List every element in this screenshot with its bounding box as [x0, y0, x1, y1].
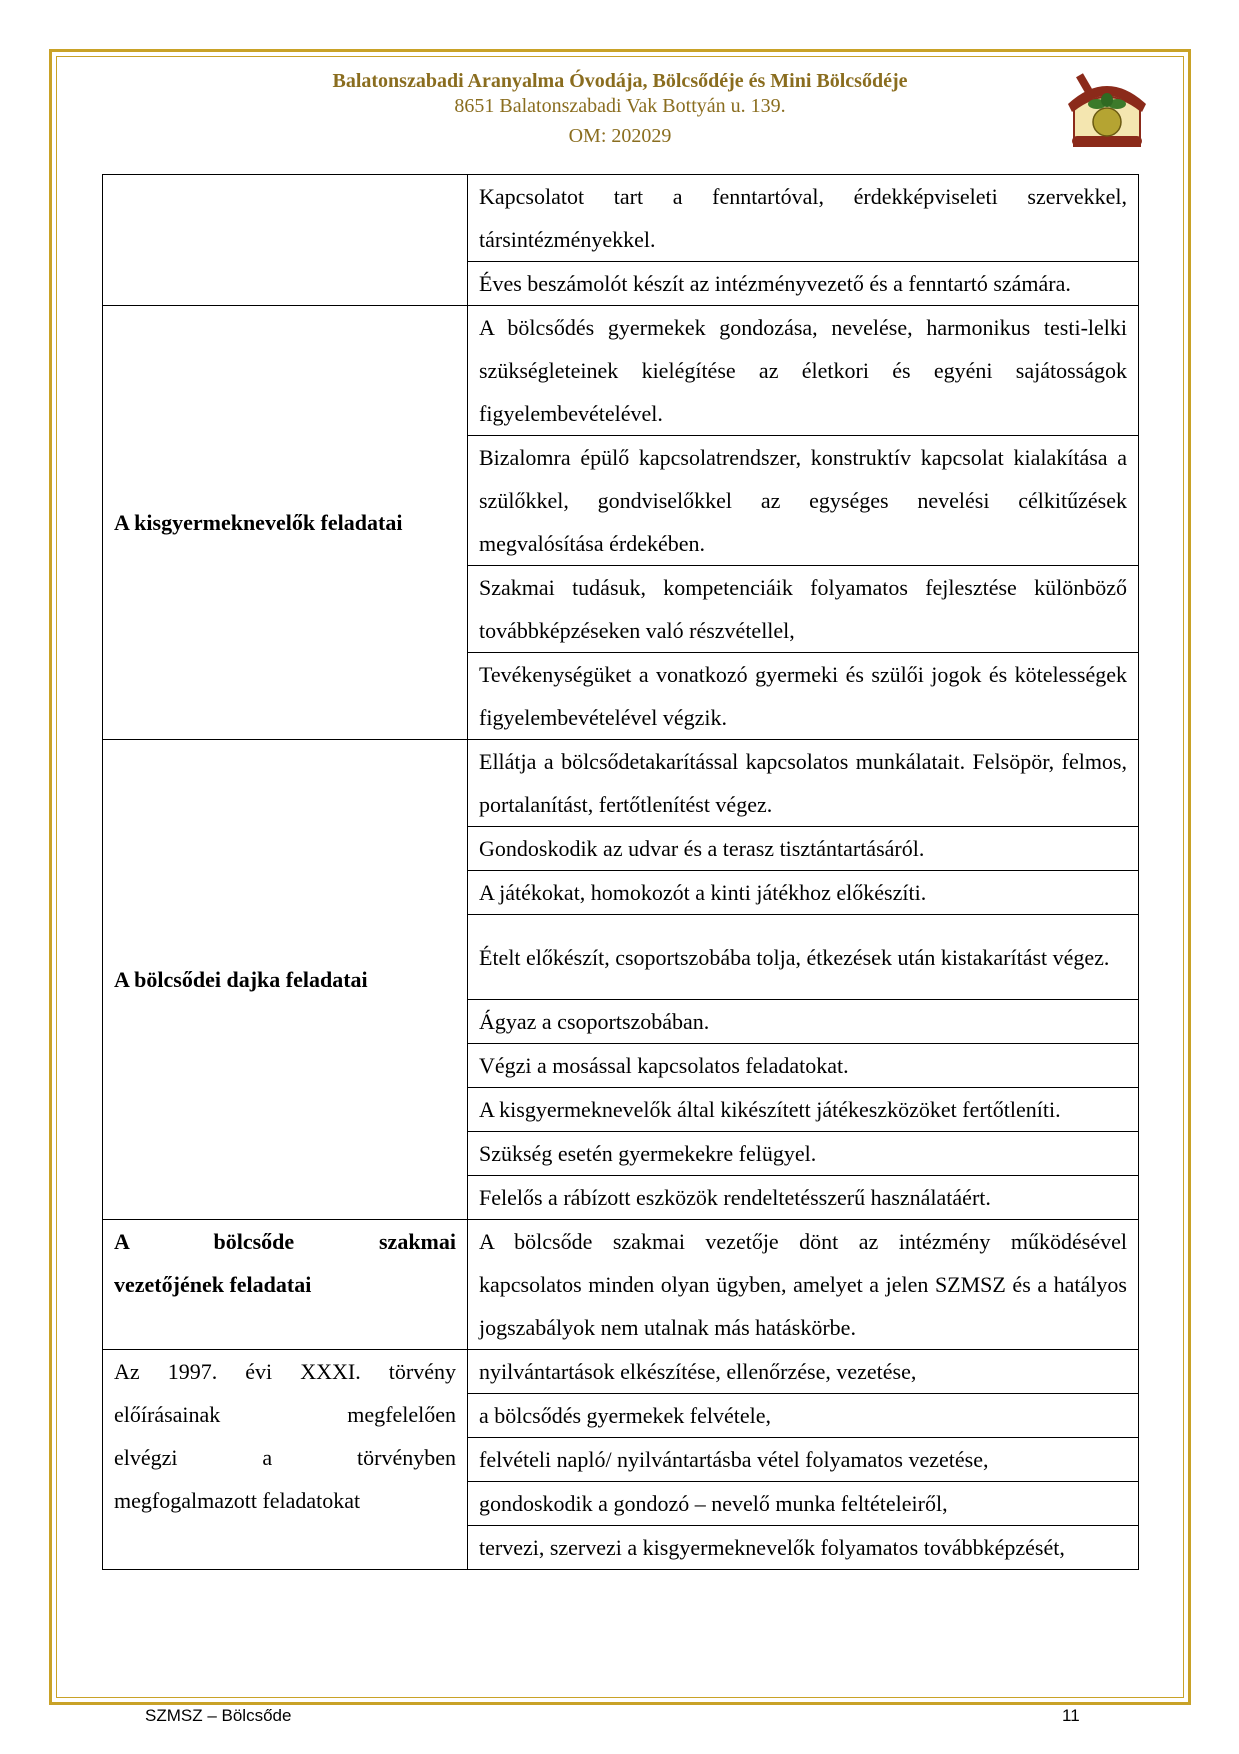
duty-cell: A bölcsődés gyermekek gondozása, nevelése, harmonikus testi-lelki szükségleteinek kielégítése az életkori és egyéni sajátosságok figyelembevételével. — [468, 306, 1139, 436]
table-row — [103, 175, 1139, 262]
duty-cell: a bölcsődés gyermekek felvétele, — [468, 1394, 1139, 1438]
duty-cell: Ágyaz a csoportszobában. — [468, 1000, 1139, 1044]
row-label-line: elvégzi a törvényben — [114, 1445, 456, 1470]
om-identifier: OM: 202029 — [568, 125, 672, 147]
duty-cell: Tevékenységüket a vonatkozó gyermeki és szülői jogok és kötelességek figyelembevételével végzik. — [468, 653, 1139, 740]
duty-cell: A kisgyermeknevelők által kikészített játékeszközöket fertőtleníti. — [468, 1088, 1139, 1132]
footer-page-number: 11 — [1062, 1706, 1080, 1725]
letterhead — [150, 68, 1090, 148]
duty-cell: Szükség esetén gyermekekre felügyel. — [468, 1132, 1139, 1176]
footer-doc-title: SZMSZ – Bölcsőde — [145, 1706, 292, 1725]
row-label-cell — [103, 1220, 468, 1350]
duty-cell: gondoskodik a gondozó – nevelő munka feltételeiről, — [468, 1482, 1139, 1526]
duty-cell: Kapcsolatot tart a fenntartóval, érdekképviseleti szervekkel, társintézményekkel. — [468, 175, 1139, 262]
table-row — [103, 1220, 1139, 1350]
row-label-line: A bölcsőde szakmai — [114, 1229, 456, 1254]
duty-cell: tervezi, szervezi a kisgyermeknevelők folyamatos továbbképzését, — [468, 1526, 1139, 1570]
duties-table — [102, 174, 1139, 1570]
row-label-cell: A kisgyermeknevelők feladatai — [103, 306, 468, 740]
row-label-line: vezetőjének feladatai — [114, 1272, 312, 1297]
row-label-cell — [103, 1350, 468, 1570]
institution-address: 8651 Balatonszabadi Vak Bottyán u. 139. — [454, 95, 786, 117]
duty-cell: Szakmai tudásuk, kompetenciáik folyamatos fejlesztése különböző továbbképzéseken való részvétellel, — [468, 566, 1139, 653]
kindergarten-logo-icon — [1062, 64, 1152, 154]
row-label-line: Az 1997. évi XXXI. törvény — [114, 1359, 456, 1384]
duty-cell: A bölcsőde szakmai vezetője dönt az intézmény működésével kapcsolatos minden olyan ügyben, amelyet a jelen SZMSZ és a hatályos jogszabályok nem utalnak más hatáskörbe. — [468, 1220, 1139, 1350]
row-label-line: előírásainak megfelelően — [114, 1402, 456, 1427]
duty-cell: A játékokat, homokozót a kinti játékhoz előkészíti. — [468, 871, 1139, 915]
institution-name: Balatonszabadi Aranyalma Óvodája, Bölcsődéje és Mini Bölcsődéje — [332, 70, 908, 92]
table-row — [103, 306, 1139, 436]
duty-cell: Ellátja a bölcsődetakarítással kapcsolatos munkálatait. Felsöpör, felmos, portalanítást, fertőtlenítést végez. — [468, 740, 1139, 827]
row-label-cell — [103, 175, 468, 306]
duty-cell: Ételt előkészít, csoportszobába tolja, étkezések után kistakarítást végez. — [468, 915, 1139, 1000]
duty-cell: Éves beszámolót készít az intézményvezető és a fenntartó számára. — [468, 262, 1139, 306]
duty-cell: felvételi napló/ nyilvántartásba vétel folyamatos vezetése, — [468, 1438, 1139, 1482]
duty-cell: Gondoskodik az udvar és a terasz tisztántartásáról. — [468, 827, 1139, 871]
table-row — [103, 1350, 1139, 1394]
row-label-line: megfogalmazott feladatokat — [114, 1488, 361, 1513]
row-label-cell: A bölcsődei dajka feladatai — [103, 740, 468, 1220]
duty-cell: Bizalomra épülő kapcsolatrendszer, konstruktív kapcsolat kialakítása a szülőkkel, gondviselőkkel az egységes nevelési célkitűzések megvalósítása érdekében. — [468, 436, 1139, 566]
duty-cell: nyilvántartások elkészítése, ellenőrzése, vezetése, — [468, 1350, 1139, 1394]
duty-cell: Végzi a mosással kapcsolatos feladatokat. — [468, 1044, 1139, 1088]
table-row — [103, 740, 1139, 827]
duty-cell: Felelős a rábízott eszközök rendeltetésszerű használatáért. — [468, 1176, 1139, 1220]
